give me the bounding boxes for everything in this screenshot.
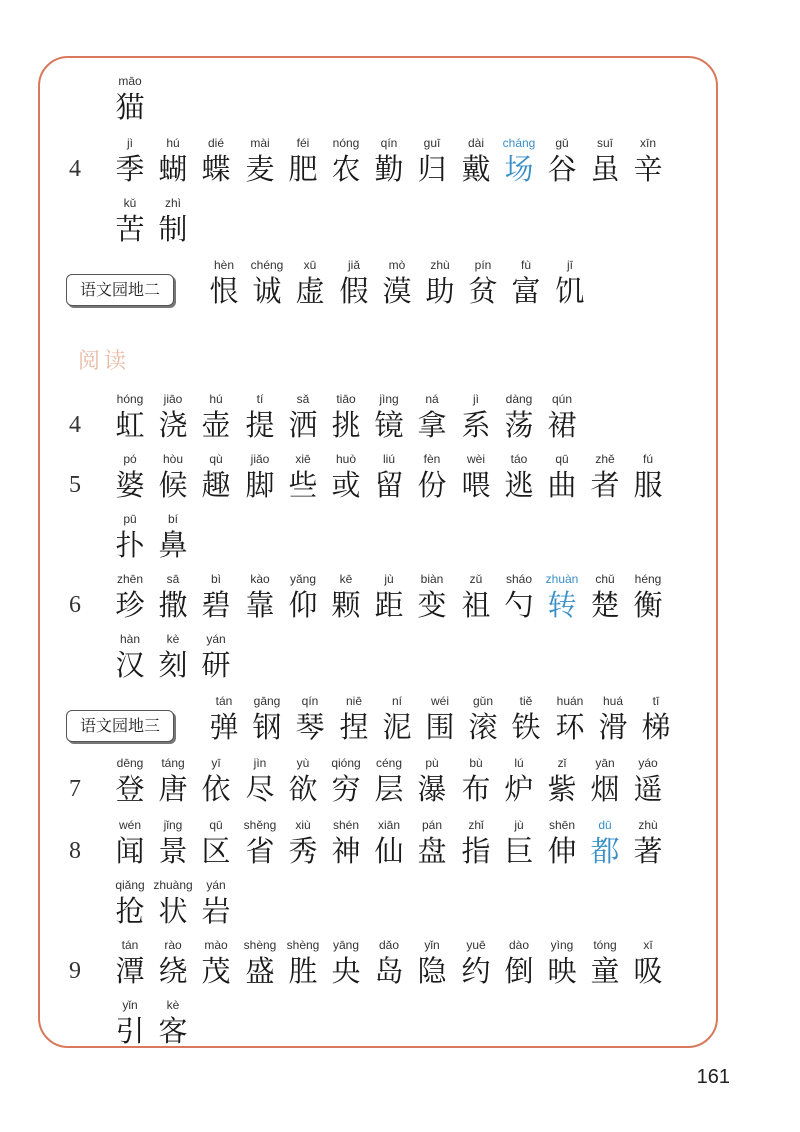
pinyin: yù	[296, 756, 310, 770]
hanzi: 吸	[633, 954, 663, 988]
hanzi: 拿	[417, 408, 447, 442]
pinyin: xū	[303, 258, 317, 272]
char-cell	[626, 572, 670, 628]
pinyin: qín	[301, 694, 319, 708]
pinyin: féi	[296, 136, 310, 150]
pinyin: shén	[332, 818, 360, 832]
pinyin: sā	[166, 572, 180, 586]
hanzi: 靠	[245, 588, 275, 622]
hanzi: 撒	[158, 588, 188, 622]
hanzi: 浇	[158, 408, 188, 442]
pinyin: zhù	[638, 818, 658, 832]
hanzi: 紫	[547, 772, 577, 806]
pinyin: chǔ	[595, 572, 615, 586]
hanzi: 泥	[382, 710, 412, 744]
char-cell	[548, 258, 592, 314]
hanzi: 碧	[201, 588, 231, 622]
hanzi: 巨	[504, 834, 534, 868]
lesson-number: 6	[69, 592, 81, 618]
hanzi: 布	[461, 772, 491, 806]
pinyin: yáo	[638, 756, 658, 770]
pinyin: pù	[425, 756, 439, 770]
hanzi: 农	[331, 152, 361, 186]
hanzi: 央	[331, 954, 361, 988]
lesson-number: 4	[69, 412, 81, 438]
pinyin: wén	[118, 818, 141, 832]
pinyin: suī	[596, 136, 613, 150]
hanzi: 勺	[504, 588, 534, 622]
hanzi: 挑	[331, 408, 361, 442]
hanzi: 登	[115, 772, 145, 806]
hanzi: 秀	[288, 834, 318, 868]
hanzi: 衡	[633, 588, 663, 622]
pinyin: shēn	[548, 818, 576, 832]
pinyin: dài	[467, 136, 484, 150]
hanzi: 童	[590, 954, 620, 988]
pinyin: shèng	[243, 938, 277, 952]
hanzi: 鼻	[158, 528, 188, 562]
hanzi: 镜	[374, 408, 404, 442]
hanzi: 脚	[245, 468, 275, 502]
hanzi: 喂	[461, 468, 491, 502]
pinyin: xīn	[639, 136, 656, 150]
char-cell	[108, 74, 152, 130]
section-tag: 语文园地二	[66, 274, 174, 306]
hanzi: 归	[417, 152, 447, 186]
pinyin: yìng	[550, 938, 574, 952]
hanzi: 研	[201, 648, 231, 682]
hanzi: 隐	[417, 954, 447, 988]
pinyin: jiǎ	[347, 258, 360, 272]
pinyin: jiāo	[163, 392, 183, 406]
pinyin: zhuàng	[153, 878, 193, 892]
pinyin: shěng	[243, 818, 277, 832]
hanzi: 制	[158, 212, 188, 246]
pinyin: tán	[215, 694, 233, 708]
hanzi: 岛	[374, 954, 404, 988]
hanzi: 客	[158, 1014, 188, 1048]
pinyin: shèng	[286, 938, 320, 952]
hanzi: 滚	[468, 710, 498, 744]
pinyin: chéng	[250, 258, 284, 272]
pinyin: xiān	[377, 818, 400, 832]
pinyin: héng	[634, 572, 662, 586]
hanzi: 围	[425, 710, 455, 744]
hanzi: 区	[201, 834, 231, 868]
section-title: 阅读	[78, 349, 131, 374]
hanzi: 裙	[547, 408, 577, 442]
pinyin: zǐ	[557, 756, 567, 770]
hanzi: 烟	[590, 772, 620, 806]
hanzi: 留	[374, 468, 404, 502]
hanzi: 环	[555, 710, 585, 744]
char-cell	[194, 632, 238, 688]
hanzi: 约	[461, 954, 491, 988]
pinyin: liú	[382, 452, 395, 466]
pinyin: dū	[598, 818, 612, 832]
hanzi: 引	[115, 1014, 145, 1048]
pinyin: cháng	[502, 136, 536, 150]
char-cell	[626, 452, 670, 508]
char-cell	[151, 998, 195, 1054]
char-row	[202, 694, 677, 750]
hanzi: 省	[245, 834, 275, 868]
pinyin: yǐn	[424, 938, 440, 952]
hanzi: 神	[331, 834, 361, 868]
hanzi: 富	[511, 274, 541, 308]
pinyin: yǎng	[289, 572, 317, 586]
hanzi: 助	[425, 274, 455, 308]
pinyin: kǔ	[123, 196, 137, 210]
hanzi: 逃	[504, 468, 534, 502]
pinyin: qín	[380, 136, 398, 150]
hanzi: 恨	[209, 274, 239, 308]
pinyin: gǔn	[472, 694, 494, 708]
lesson-number: 4	[69, 156, 81, 182]
pinyin: kē	[339, 572, 353, 586]
pinyin: jìng	[379, 392, 399, 406]
char-row	[108, 818, 670, 874]
char-cell	[626, 136, 670, 192]
pinyin: huán	[556, 694, 584, 708]
hanzi: 瀑	[417, 772, 447, 806]
hanzi: 盘	[417, 834, 447, 868]
hanzi: 映	[547, 954, 577, 988]
char-row	[108, 512, 194, 568]
pinyin: sǎ	[296, 392, 310, 406]
hanzi: 或	[331, 468, 361, 502]
char-row	[202, 258, 591, 314]
char-cell	[626, 756, 670, 812]
hanzi: 谷	[547, 152, 577, 186]
pinyin: yān	[595, 756, 615, 770]
hanzi: 著	[633, 834, 663, 868]
hanzi: 珍	[115, 588, 145, 622]
hanzi: 虚	[295, 274, 325, 308]
pinyin: niē	[345, 694, 362, 708]
pinyin: céng	[375, 756, 403, 770]
pinyin: dié	[207, 136, 224, 150]
hanzi: 抢	[115, 894, 145, 928]
hanzi: 饥	[555, 274, 585, 308]
pinyin: fèn	[423, 452, 441, 466]
char-cell	[626, 938, 670, 994]
pinyin: jì	[127, 136, 133, 150]
pinyin: tī	[652, 694, 660, 708]
hanzi: 戴	[461, 152, 491, 186]
hanzi: 盛	[245, 954, 275, 988]
pinyin: yǐn	[122, 998, 138, 1012]
pinyin: jī	[567, 258, 573, 272]
char-cell	[634, 694, 678, 750]
hanzi: 猫	[115, 90, 145, 124]
pinyin: mào	[204, 938, 228, 952]
pinyin: nóng	[332, 136, 360, 150]
pinyin: kè	[166, 632, 180, 646]
hanzi: 祖	[461, 588, 491, 622]
pinyin: hòu	[162, 452, 184, 466]
pinyin: māo	[118, 74, 142, 88]
hanzi: 些	[288, 468, 318, 502]
char-row	[108, 196, 194, 252]
hanzi: 景	[158, 834, 188, 868]
pinyin: yī	[211, 756, 221, 770]
hanzi: 都	[590, 834, 620, 868]
char-row	[108, 452, 670, 508]
pinyin: jù	[384, 572, 394, 586]
hanzi: 遥	[633, 772, 663, 806]
pinyin: zhě	[595, 452, 615, 466]
char-row	[108, 878, 238, 934]
hanzi: 服	[633, 468, 663, 502]
pinyin: dēng	[116, 756, 144, 770]
hanzi: 弹	[209, 710, 239, 744]
pinyin: hóng	[116, 392, 144, 406]
hanzi: 茂	[201, 954, 231, 988]
char-row	[108, 136, 670, 192]
hanzi: 扑	[115, 528, 145, 562]
pinyin: bì	[210, 572, 221, 586]
hanzi: 状	[158, 894, 188, 928]
pinyin: rào	[164, 938, 182, 952]
hanzi: 荡	[504, 408, 534, 442]
pinyin: fù	[520, 258, 531, 272]
pinyin: táo	[510, 452, 528, 466]
hanzi: 曲	[547, 468, 577, 502]
hanzi: 转	[547, 588, 577, 622]
hanzi: 指	[461, 834, 491, 868]
pinyin: dào	[508, 938, 530, 952]
pinyin: gǔ	[555, 136, 569, 150]
char-cell	[151, 512, 195, 568]
char-row	[108, 392, 583, 448]
pinyin: jǐng	[163, 818, 183, 832]
hanzi: 滑	[598, 710, 628, 744]
hanzi: 层	[374, 772, 404, 806]
pinyin: xī	[643, 938, 653, 952]
pinyin: dǎo	[378, 938, 400, 952]
pinyin: pó	[123, 452, 137, 466]
hanzi: 捏	[339, 710, 369, 744]
hanzi: 琴	[295, 710, 325, 744]
hanzi: 仙	[374, 834, 404, 868]
pinyin: huò	[335, 452, 357, 466]
hanzi: 提	[245, 408, 275, 442]
lesson-number: 5	[69, 472, 81, 498]
pinyin: jìn	[253, 756, 267, 770]
pinyin: qū	[209, 818, 223, 832]
char-row	[108, 572, 670, 628]
hanzi: 变	[417, 588, 447, 622]
pinyin: mài	[250, 136, 270, 150]
hanzi: 者	[590, 468, 620, 502]
lesson-number: 9	[69, 958, 81, 984]
hanzi: 欲	[288, 772, 318, 806]
pinyin: jiǎo	[250, 452, 270, 466]
hanzi: 肥	[288, 152, 318, 186]
hanzi: 婆	[115, 468, 145, 502]
pinyin: hèn	[213, 258, 235, 272]
char-row	[108, 74, 151, 130]
hanzi: 麦	[245, 152, 275, 186]
hanzi: 仰	[288, 588, 318, 622]
pinyin: qiǎng	[115, 878, 145, 892]
hanzi: 梯	[641, 710, 671, 744]
hanzi: 岩	[201, 894, 231, 928]
pinyin: ní	[391, 694, 402, 708]
pinyin: hú	[209, 392, 223, 406]
hanzi: 虽	[590, 152, 620, 186]
hanzi: 份	[417, 468, 447, 502]
pinyin: tán	[121, 938, 139, 952]
pinyin: gāng	[253, 694, 281, 708]
hanzi: 绕	[158, 954, 188, 988]
pinyin: yāng	[332, 938, 360, 952]
pinyin: lú	[514, 756, 524, 770]
hanzi: 辛	[633, 152, 663, 186]
pinyin: guī	[423, 136, 441, 150]
hanzi: 钢	[252, 710, 282, 744]
char-row	[108, 938, 670, 994]
hanzi: 贫	[468, 274, 498, 308]
pinyin: zhuàn	[545, 572, 579, 586]
hanzi: 趣	[201, 468, 231, 502]
hanzi: 闻	[115, 834, 145, 868]
pinyin: ná	[425, 392, 439, 406]
hanzi: 系	[461, 408, 491, 442]
hanzi: 颗	[331, 588, 361, 622]
pinyin: xiù	[295, 818, 311, 832]
hanzi: 汉	[115, 648, 145, 682]
pinyin: bí	[167, 512, 178, 526]
hanzi: 刻	[158, 648, 188, 682]
pinyin: dàng	[505, 392, 533, 406]
hanzi: 候	[158, 468, 188, 502]
pinyin: qù	[209, 452, 223, 466]
hanzi: 诚	[252, 274, 282, 308]
hanzi: 勤	[374, 152, 404, 186]
hanzi: 潭	[115, 954, 145, 988]
char-row	[108, 756, 670, 812]
pinyin: yuē	[466, 938, 486, 952]
lesson-number: 8	[69, 838, 81, 864]
hanzi: 洒	[288, 408, 318, 442]
pinyin: wéi	[430, 694, 449, 708]
page-number: 161	[696, 1066, 730, 1088]
hanzi: 楚	[590, 588, 620, 622]
hanzi: 蝴	[158, 152, 188, 186]
pinyin: xiē	[295, 452, 311, 466]
char-cell	[194, 878, 238, 934]
hanzi: 苦	[115, 212, 145, 246]
hanzi: 尽	[245, 772, 275, 806]
pinyin: pū	[123, 512, 137, 526]
pinyin: fú	[642, 452, 653, 466]
pinyin: jù	[514, 818, 524, 832]
pinyin: zhì	[164, 196, 181, 210]
pinyin: pán	[421, 818, 443, 832]
pinyin: qún	[551, 392, 573, 406]
hanzi: 壶	[201, 408, 231, 442]
hanzi: 炉	[504, 772, 534, 806]
hanzi: 穷	[331, 772, 361, 806]
hanzi: 假	[339, 274, 369, 308]
pinyin: pín	[474, 258, 492, 272]
hanzi: 胜	[288, 954, 318, 988]
char-row	[108, 998, 194, 1054]
hanzi: 漠	[382, 274, 412, 308]
pinyin: biàn	[420, 572, 444, 586]
char-cell	[540, 392, 584, 448]
pinyin: tiāo	[336, 392, 356, 406]
char-cell	[626, 818, 670, 874]
pinyin: mò	[388, 258, 406, 272]
hanzi: 倒	[504, 954, 534, 988]
pinyin: bù	[469, 756, 483, 770]
pinyin: jì	[473, 392, 479, 406]
pinyin: yán	[206, 878, 226, 892]
hanzi: 季	[115, 152, 145, 186]
hanzi: 唐	[158, 772, 188, 806]
pinyin: táng	[161, 756, 185, 770]
pinyin: kào	[250, 572, 270, 586]
pinyin: hàn	[119, 632, 141, 646]
pinyin: sháo	[505, 572, 533, 586]
lesson-number: 7	[69, 776, 81, 802]
char-row	[108, 632, 238, 688]
hanzi: 蝶	[201, 152, 231, 186]
pinyin: hú	[166, 136, 180, 150]
hanzi: 伸	[547, 834, 577, 868]
pinyin: wèi	[466, 452, 485, 466]
pinyin: zhēn	[116, 572, 144, 586]
char-cell	[151, 196, 195, 252]
pinyin: huá	[602, 694, 624, 708]
hanzi: 距	[374, 588, 404, 622]
pinyin: qióng	[331, 756, 361, 770]
hanzi: 依	[201, 772, 231, 806]
pinyin: zǔ	[469, 572, 483, 586]
hanzi: 场	[504, 152, 534, 186]
hanzi: 铁	[511, 710, 541, 744]
pinyin: kè	[166, 998, 180, 1012]
pinyin: qū	[555, 452, 569, 466]
section-tag: 语文园地三	[66, 710, 174, 742]
pinyin: yán	[206, 632, 226, 646]
pinyin: tí	[256, 392, 264, 406]
pinyin: zhǐ	[468, 818, 484, 832]
pinyin: tóng	[593, 938, 617, 952]
pinyin: tiě	[519, 694, 533, 708]
pinyin: zhù	[430, 258, 450, 272]
hanzi: 虹	[115, 408, 145, 442]
